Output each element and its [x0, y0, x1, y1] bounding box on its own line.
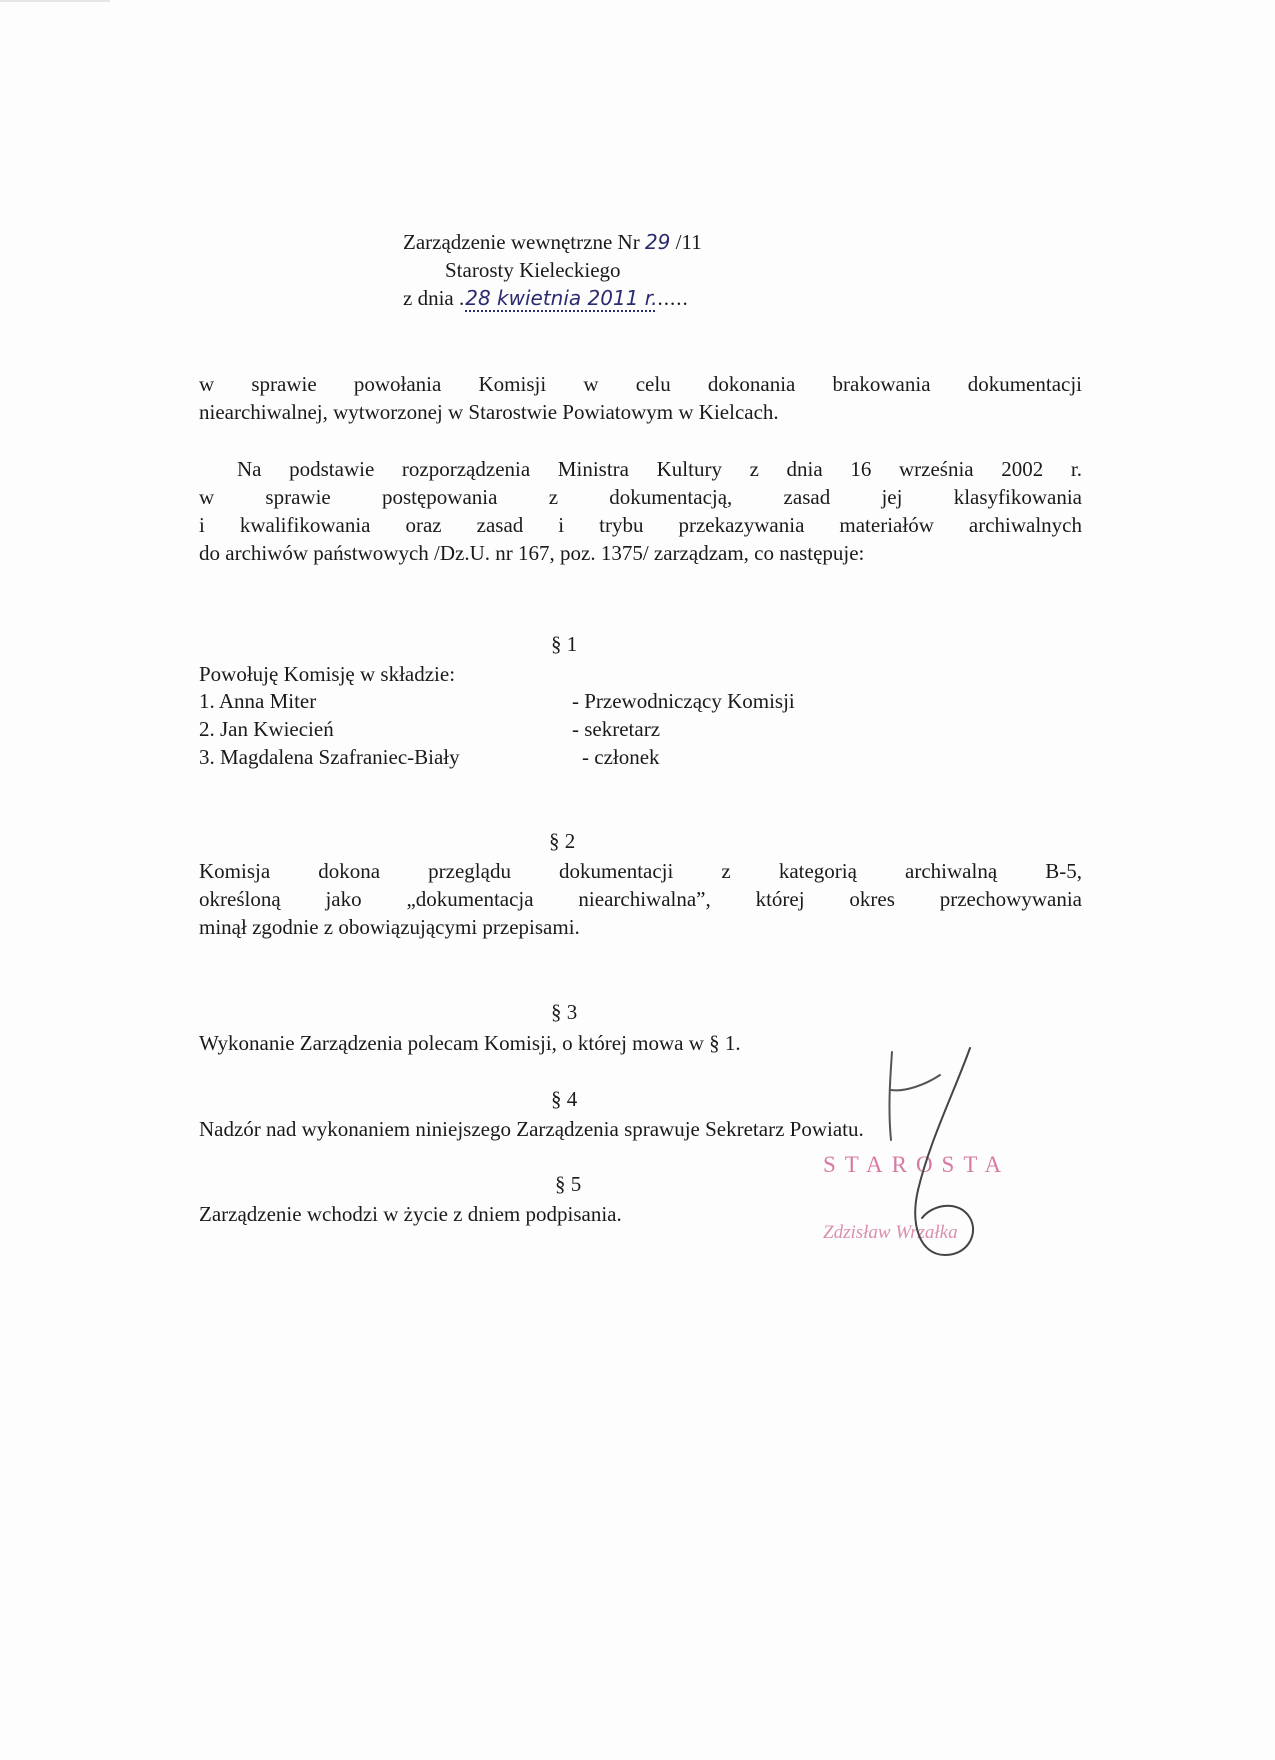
legal-basis-line-1: Na podstawie rozporządzenia Ministra Kultury z dnia 16 września 2002 r. — [237, 457, 1082, 481]
subject-line-2: niearchiwalnej, wytworzonej w Starostwie Powiatowym w Kielcach. — [199, 400, 779, 424]
issuer-line: Starosty Kieleckiego — [445, 258, 621, 282]
member-name: 3. Magdalena Szafraniec-Biały — [199, 745, 460, 769]
date-dots-left: . — [458, 286, 466, 310]
section-5-mark: § 5 — [555, 1172, 582, 1196]
stamp-title: STAROSTA — [823, 1152, 1011, 1177]
legal-basis-line-2: w sprawie postępowania z dokumentacją, zasad jej klasyfikowania — [199, 485, 1082, 509]
subject-paragraph — [199, 370, 1082, 426]
scan-edge — [0, 0, 110, 2]
subject-line-1: w sprawie powołania Komisji w celu dokonania brakowania dokumentacji — [199, 372, 1082, 396]
section-4-text: Nadzór nad wykonaniem niniejszego Zarządzenia sprawuje Sekretarz Powiatu. — [199, 1117, 864, 1141]
member-name: 1. Anna Miter — [199, 689, 317, 713]
legal-basis-line-3: i kwalifikowania oraz zasad i trybu przekazywania materiałów archiwalnych — [199, 513, 1082, 537]
stamp-name: Zdzisław Wrzałka — [823, 1222, 958, 1243]
section-2-line-2: określoną jako „dokumentacja niearchiwalna”, której okres przechowywania — [199, 887, 1082, 911]
date-dots-right: ..... — [657, 286, 689, 310]
date-line — [403, 284, 689, 312]
legal-basis-paragraph — [199, 455, 1082, 567]
section-1-mark: § 1 — [551, 632, 578, 656]
date-prefix: z dnia — [403, 286, 454, 310]
commission-intro: Powołuję Komisję w składzie: — [199, 662, 456, 686]
section-3-mark: § 3 — [551, 1000, 578, 1024]
section-2-mark: § 2 — [549, 829, 576, 853]
order-title-line — [403, 228, 702, 256]
legal-basis-line-4: do archiwów państwowych /Dz.U. nr 167, poz. 1375/ zarządzam, co następuje: — [199, 541, 865, 565]
date-handwritten: 28 kwietnia 2011 r. — [465, 286, 658, 310]
member-name: 2. Jan Kwiecień — [199, 717, 334, 741]
handwritten-signature-icon — [860, 1030, 1010, 1270]
section-2-line-1: Komisja dokona przeglądu dokumentacji z kategorią archiwalną B-5, — [199, 859, 1082, 883]
section-2-line-3: minął zgodnie z obowiązującymi przepisami. — [199, 915, 580, 939]
section-5-text: Zarządzenie wchodzi w życie z dniem podpisania. — [199, 1202, 622, 1226]
order-title-suffix: /11 — [675, 230, 702, 254]
member-role: - Przewodniczący Komisji — [572, 689, 795, 713]
member-role: - członek — [582, 745, 660, 769]
member-role: - sekretarz — [572, 717, 661, 741]
section-3-text: Wykonanie Zarządzenia polecam Komisji, o której mowa w § 1. — [199, 1031, 741, 1055]
order-title-prefix: Zarządzenie wewnętrzne Nr — [403, 230, 640, 254]
section-4-mark: § 4 — [551, 1087, 578, 1111]
order-number-handwritten: 29 — [644, 230, 671, 254]
section-2-paragraph — [199, 857, 1082, 941]
